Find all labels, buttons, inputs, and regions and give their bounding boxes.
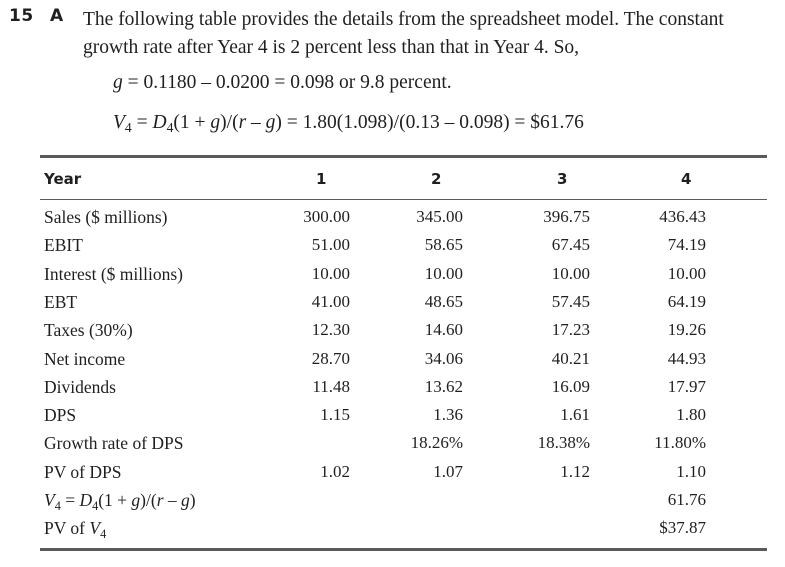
growth-equation-text: = 0.1180 – 0.0200 = 0.098 or 9.8 percent. <box>127 72 452 93</box>
table-row <box>0 349 785 377</box>
cell-year-1: 28.70 <box>311 348 350 368</box>
cell-year-1: 10.00 <box>311 263 350 283</box>
row-label: Growth rate of DPS <box>44 433 184 454</box>
cell-year-3: 1.12 <box>560 461 590 481</box>
cell-year-4: 17.97 <box>667 376 706 396</box>
header-year-3: 3 <box>557 170 568 188</box>
cell-year-3: 16.09 <box>551 376 590 396</box>
row-label: EBIT <box>44 235 83 256</box>
table-top-rule <box>40 155 767 158</box>
table-row <box>0 462 785 490</box>
cell-year-2: 14.60 <box>424 320 463 340</box>
cell-year-3: 10.00 <box>551 263 590 283</box>
cell-year-2: 1.07 <box>433 461 463 481</box>
cell-year-2: 13.62 <box>424 376 463 396</box>
table-row <box>0 320 785 348</box>
cell-year-3: 1.61 <box>560 405 590 425</box>
cell-year-3: 57.45 <box>551 291 590 311</box>
table-row <box>0 235 785 263</box>
cell-year-4: $37.87 <box>659 518 706 538</box>
cell-year-4: 436.43 <box>659 207 706 226</box>
cell-year-4: 10.00 <box>667 263 706 283</box>
cell-year-4: 61.76 <box>667 490 706 509</box>
row-label: Net income <box>44 348 126 369</box>
row-label: Interest ($ millions) <box>44 263 184 284</box>
table-bottom-rule <box>40 548 767 551</box>
row-label: PV of DPS <box>44 461 122 482</box>
cell-year-1: 11.48 <box>312 376 350 396</box>
cell-year-2: 1.36 <box>433 405 463 425</box>
cell-year-1: 1.15 <box>320 405 350 425</box>
cell-year-4: 74.19 <box>667 235 706 255</box>
row-label: Dividends <box>44 376 116 397</box>
cell-year-2: 48.65 <box>424 291 463 311</box>
row-label: $V_4 = D_4(1 + g)/(r - g)$ <box>44 490 196 513</box>
cell-year-4: 64.19 <box>667 291 706 311</box>
cell-year-1: 300.00 <box>303 207 350 226</box>
header-year: Year <box>44 170 82 188</box>
table-row <box>0 433 785 461</box>
header-year-4: 4 <box>681 170 692 188</box>
cell-year-1: 41.00 <box>311 291 350 311</box>
cell-year-2: 18.26% <box>410 433 463 453</box>
cell-year-2: 58.65 <box>424 235 463 255</box>
answer-letter: A <box>50 6 64 26</box>
header-year-2: 2 <box>431 170 442 188</box>
cell-year-4: 19.26 <box>667 320 706 340</box>
value-equation: $V_4 = D_4(1 + g)/(r - g) = 1.80(1.098)/(0.13 - 0.098)$ = $61.76 <box>113 112 584 135</box>
row-label: DPS <box>44 405 77 426</box>
row-label: Taxes (30%) <box>44 320 133 341</box>
cell-year-3: 396.75 <box>543 207 590 226</box>
cell-year-4: 1.80 <box>676 405 706 425</box>
table-row <box>0 377 785 405</box>
cell-year-1: 12.30 <box>311 320 350 340</box>
table-header-rule <box>40 199 767 200</box>
row-label: PV of $V_4$ <box>44 518 107 542</box>
value-equation-text: = 1.80(1.098)/(0.13 – 0.098) = $61.76 <box>286 112 584 133</box>
intro-paragraph: The following table provides the details from the spreadsheet model. The constant growth rate after Year 4 is 2 percent less than that in Year 4. So, <box>83 9 724 58</box>
table-row <box>0 292 785 320</box>
cell-year-2: 10.00 <box>424 263 463 283</box>
question-number: 15 <box>9 6 34 26</box>
cell-year-1: 51.00 <box>311 235 350 255</box>
cell-year-3: 18.38% <box>537 433 590 453</box>
row-label: Sales ($ millions) <box>44 207 168 227</box>
table-row <box>0 405 785 433</box>
cell-year-2: 345.00 <box>416 207 463 226</box>
cell-year-1: 1.02 <box>320 461 350 481</box>
cell-year-4: 11.80% <box>654 433 706 453</box>
table-row <box>0 518 785 546</box>
growth-equation: g = 0.1180 – 0.0200 = 0.098 or 9.8 percent. <box>113 72 452 93</box>
header-year-1: 1 <box>316 170 327 188</box>
table-row <box>0 264 785 292</box>
cell-year-3: 67.45 <box>551 235 590 255</box>
cell-year-3: 17.23 <box>551 320 590 340</box>
table-row <box>0 207 785 235</box>
cell-year-2: 34.06 <box>424 348 463 368</box>
cell-year-4: 1.10 <box>676 461 706 481</box>
cell-year-3: 40.21 <box>551 348 590 368</box>
cell-year-4: 44.93 <box>667 348 706 368</box>
table-row <box>0 490 785 518</box>
row-label: EBT <box>44 291 78 312</box>
